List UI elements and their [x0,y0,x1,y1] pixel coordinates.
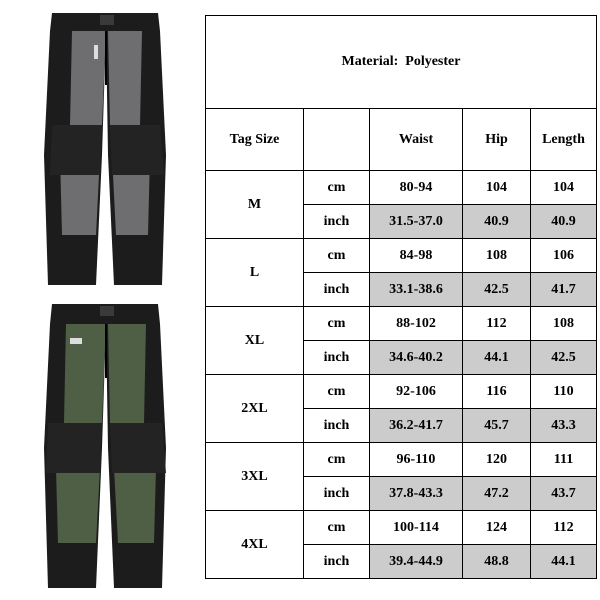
waist-inch: 34.6-40.2 [370,341,463,375]
col-hip: Hip [463,109,531,171]
table-row [206,239,597,273]
unit-cm: cm [304,511,370,545]
pants-green-photo [30,298,180,593]
length-cm: 111 [531,443,597,477]
unit-cm: cm [304,307,370,341]
table-row [206,307,597,341]
unit-inch: inch [304,409,370,443]
length-cm: 110 [531,375,597,409]
size-label: 2XL [206,375,304,443]
size-label: L [206,239,304,307]
waist-inch: 36.2-41.7 [370,409,463,443]
length-cm: 106 [531,239,597,273]
length-inch: 43.7 [531,477,597,511]
col-waist: Waist [370,109,463,171]
unit-inch: inch [304,477,370,511]
table-row [206,171,597,205]
length-inch: 40.9 [531,205,597,239]
col-tag-size: Tag Size [206,109,304,171]
size-label: 4XL [206,511,304,579]
length-inch: 43.3 [531,409,597,443]
table-row [206,511,597,545]
hip-cm: 112 [463,307,531,341]
material-value: Polyester [405,54,461,69]
hip-cm: 108 [463,239,531,273]
waist-cm: 92-106 [370,375,463,409]
hip-inch: 42.5 [463,273,531,307]
waist-cm: 80-94 [370,171,463,205]
length-cm: 112 [531,511,597,545]
size-chart [205,15,597,579]
unit-cm: cm [304,443,370,477]
size-label: M [206,171,304,239]
length-inch: 42.5 [531,341,597,375]
length-cm: 108 [531,307,597,341]
length-inch: 41.7 [531,273,597,307]
length-cm: 104 [531,171,597,205]
material-label: Material: [341,54,399,69]
hip-inch: 48.8 [463,545,531,579]
hip-cm: 116 [463,375,531,409]
unit-inch: inch [304,545,370,579]
waist-inch: 31.5-37.0 [370,205,463,239]
waist-inch: 39.4-44.9 [370,545,463,579]
hip-cm: 104 [463,171,531,205]
length-inch: 44.1 [531,545,597,579]
size-label: XL [206,307,304,375]
unit-cm: cm [304,375,370,409]
waist-inch: 37.8-43.3 [370,477,463,511]
hip-inch: 45.7 [463,409,531,443]
waist-cm: 96-110 [370,443,463,477]
pants-grey-photo [30,5,180,290]
unit-cm: cm [304,171,370,205]
unit-inch: inch [304,341,370,375]
product-photos [0,0,205,600]
col-length: Length [531,109,597,171]
hip-inch: 40.9 [463,205,531,239]
col-unit-blank [304,109,370,171]
table-row [206,443,597,477]
hip-inch: 47.2 [463,477,531,511]
waist-cm: 88-102 [370,307,463,341]
unit-inch: inch [304,205,370,239]
waist-inch: 33.1-38.6 [370,273,463,307]
size-label: 3XL [206,443,304,511]
table-row [206,375,597,409]
material-header [206,16,597,109]
hip-cm: 120 [463,443,531,477]
unit-cm: cm [304,239,370,273]
waist-cm: 84-98 [370,239,463,273]
hip-cm: 124 [463,511,531,545]
hip-inch: 44.1 [463,341,531,375]
waist-cm: 100-114 [370,511,463,545]
unit-inch: inch [304,273,370,307]
